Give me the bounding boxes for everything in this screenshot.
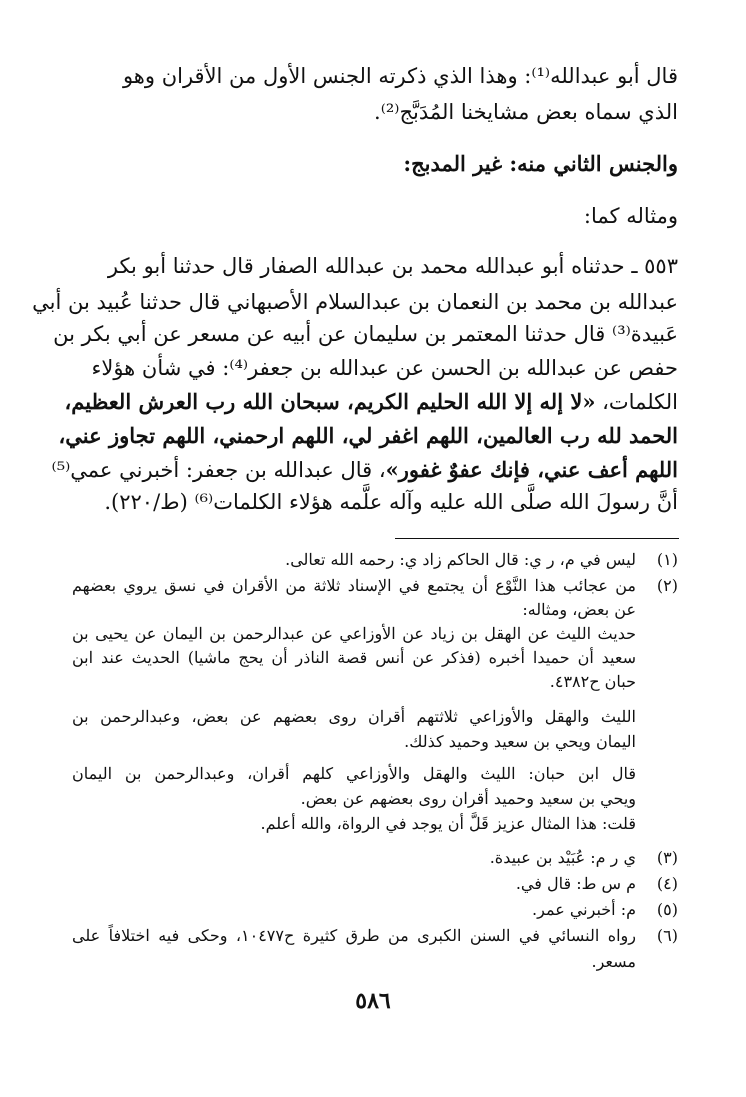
footnote-2-number: (٢): [656, 576, 678, 595]
hadith-line-2: عبدالله بن محمد بن النعمان بن عبدالسلام الأصبهاني قال حدثنا عُبيد بن أبي: [32, 290, 678, 314]
footnote-6-number: (٦): [656, 926, 678, 945]
hadith-line-8: أنَّ رسولَ الله صلَّى الله عليه وآله علَّمه هؤلاء الكلمات⁽⁶⁾ (ط/٢٢٠).: [104, 490, 678, 514]
body-line-2: الذي سماه بعض مشايخنا المُدَبَّج⁽²⁾.: [374, 100, 678, 124]
hadith-line-5: [64, 384, 678, 420]
footnote-2-line-6: الليث والهقل والأوزاعي ثلاثتهم أقران روى بعضهم عن بعض، وعبدالرحمن بن: [72, 707, 636, 726]
footnote-2-line-5: حبان ح٤٣٨٢.: [549, 672, 636, 691]
footnote-3-text: ي ر م: عُبَيْد بن عبيدة.: [489, 848, 636, 867]
footnote-2-line-1: من عجائب هذا النَّوْع أن يجتمع في الإسناد ثلاثة من الأقران في نسق يروي بعضهم: [72, 576, 636, 595]
footnote-1-text: ليس في م، ر ي: قال الحاكم زاد ي: رحمه الله تعالى.: [285, 550, 636, 569]
footnote-1-number: (١): [656, 550, 678, 569]
hadith-line-4: حفص عن عبدالله بن الحسن عن عبدالله بن جعفر⁽⁴⁾: في شأن هؤلاء: [91, 356, 678, 380]
footnote-5-number: (٥): [656, 900, 678, 919]
footnote-4-number: (٤): [656, 874, 678, 893]
hadith-line-5-bold: «لا إله إلا الله الحليم الكريم، سبحان الله رب العرش العظيم،: [64, 389, 596, 414]
hadith-line-7-plain: ، قال عبدالله بن جعفر: أخبرني عمي⁽⁵⁾: [51, 458, 386, 482]
section-heading: والجنس الثاني منه: غير المدبج:: [403, 151, 678, 176]
footnote-6-line-2: مسعر.: [591, 952, 636, 971]
hadith-line-7-bold: اللهم أعف عني، فإنك عفوٌ غفور»: [385, 457, 678, 482]
footnote-2-line-10: قلت: هذا المثال عزيز قَلَّ أن يوجد في الرواة، والله أعلم.: [260, 814, 636, 833]
footnote-3-number: (٣): [656, 848, 678, 867]
body-line-4: ومثاله كما:: [583, 204, 678, 228]
footnote-6-line-1: رواه النسائي في السنن الكبرى من طرق كثيرة ح١٠٤٧٧، وحكى فيه اختلافاً على: [72, 926, 636, 945]
hadith-line-7: [51, 452, 678, 488]
footnote-4-text: م س ط: قال في.: [515, 874, 636, 893]
footnote-2-line-8: قال ابن حبان: الليث والهقل والأوزاعي كلهم أقران، وعبدالرحمن بن اليمان: [72, 764, 637, 783]
hadith-line-1: ٥٥٣ ـ حدثناه أبو عبدالله محمد بن عبدالله الصفار قال حدثنا أبو بكر: [107, 254, 678, 278]
hadith-line-6: الحمد لله رب العالمين، اللهم اغفر لي، اللهم ارحمني، اللهم تجاوز عني،: [58, 423, 678, 448]
footnote-2-line-2: عن بعض، ومثاله:: [522, 600, 636, 619]
footnote-2-line-4: سعيد أن حميدا أخبره (فذكر عن أنس قصة الناذر أن يحج ماشيا) الحديث عند ابن: [72, 648, 636, 667]
footnote-2-line-9: ويحي بن سعيد وحميد أقران روى بعضهم عن بعض.: [300, 789, 636, 808]
footnote-2-line-7: اليمان ويحي بن سعيد وحميد كذلك.: [404, 732, 636, 751]
hadith-line-5-plain: الكلمات،: [595, 390, 678, 414]
page-number: ٥٨٦: [355, 988, 391, 1014]
footnote-separator: [395, 538, 679, 539]
footnote-5-text: م: أخبرني عمر.: [532, 900, 636, 919]
body-line-1: قال أبو عبدالله⁽¹⁾: وهذا الذي ذكرته الجنس الأول من الأقران وهو: [122, 64, 678, 88]
footnote-2-line-3: حديث الليث عن الهقل بن زياد عن الأوزاعي عن عبدالرحمن بن اليمان عن يحيى بن: [72, 624, 637, 643]
hadith-line-3: عَبيدة⁽³⁾ قال حدثنا المعتمر بن سليمان عن أبيه عن مسعر عن أبي بكر بن: [53, 322, 678, 346]
